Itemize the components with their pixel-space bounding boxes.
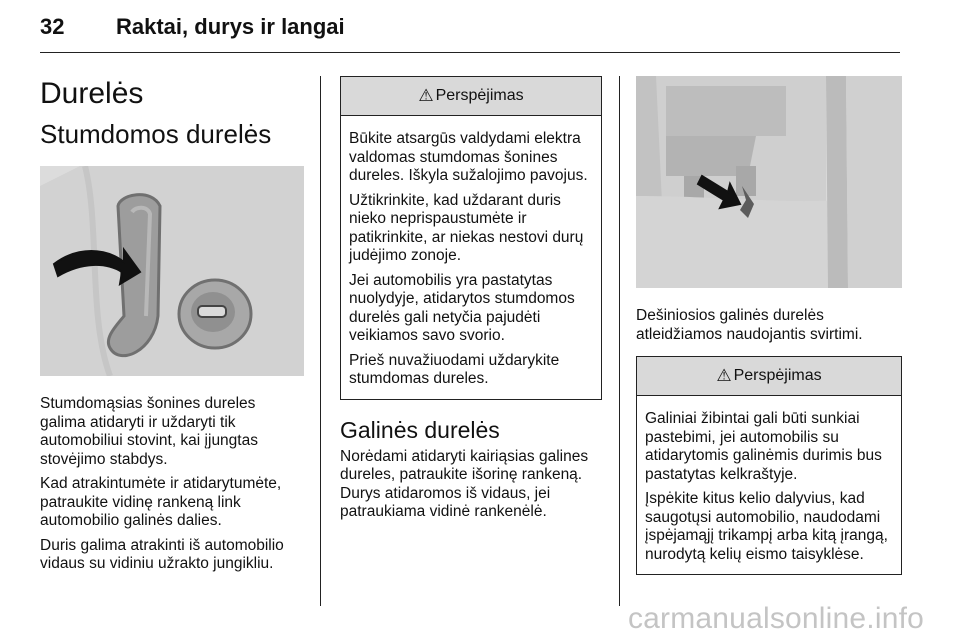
- page-number: 32: [40, 14, 65, 39]
- paragraph: Stumdomąsias šonines dureles galima atidaryti ir uždaryti tik automobiliui stovint, kai įjungtas stovėjimo stabdys.: [40, 395, 258, 468]
- warning-paragraph: Prieš nuvažiuodami uždarykite stumdomas dureles.: [349, 351, 560, 387]
- warning-header: [341, 77, 601, 116]
- warning-box: [340, 76, 602, 400]
- column-3: [636, 68, 902, 591]
- sliding-door-handle-illustration: [40, 166, 304, 376]
- warning-header: [637, 357, 901, 396]
- rear-door-lever-illustration: [636, 76, 902, 288]
- image-caption: Dešiniosios galinės durelės atleidžiamos naudojantis svirtimi.: [636, 307, 863, 343]
- column-rule-2: [619, 76, 620, 606]
- chapter-title: Raktai, durys ir langai: [116, 14, 345, 39]
- warning-paragraph: Būkite atsargūs valdydami elektra valdomas stumdomas šonines dureles. Iškyla sužalojimo pavojus.: [349, 130, 588, 184]
- warning-triangle-icon: ⚠: [418, 86, 434, 105]
- warning-paragraph: Galiniai žibintai gali būti sunkiai pastebimi, jei automobilis su atidarytomis galinėmis durimis bus pastatytas kelkraštyje.: [645, 410, 882, 483]
- warning-title: Perspėjimas: [733, 367, 822, 384]
- section-title: Durelės: [40, 77, 144, 110]
- column-rule-1: [320, 76, 321, 606]
- warning-triangle-icon: ⚠: [716, 366, 732, 385]
- warning-title: Perspėjimas: [435, 87, 524, 104]
- paragraph: Norėdami atidaryti kairiąsias galines dureles, patraukite išorinę rankeną. Durys atidaromos iš vidaus, jei patraukiama vidinė rankenėlė.: [340, 447, 589, 520]
- warning-body: [637, 396, 901, 574]
- column-1: [40, 68, 304, 580]
- paragraph: Duris galima atrakinti iš automobilio vidaus su vidiniu užrakto jungikliu.: [40, 536, 284, 572]
- watermark: carmanualsonline.info: [627, 602, 924, 635]
- warning-box: [636, 356, 902, 575]
- subsection-title: Stumdomos durelės: [40, 119, 272, 149]
- warning-paragraph: Užtikrinkite, kad uždarant duris nieko neprispaustumėte ir patikrinkite, ar niekas nestovi durų judėjimo zonoje.: [349, 191, 584, 264]
- paragraph: Kad atrakintumėte ir atidarytumėte, patraukite vidinę rankeną link automobilio galinės dalies.: [40, 475, 282, 529]
- warning-paragraph: Jei automobilis yra pastatytas nuolydyje, atidarytos stumdomos durelės gali netyčia pajudėti veikiamos savo svorio.: [349, 271, 575, 344]
- warning-paragraph: Įspėkite kitus kelio dalyvius, kad saugotųsi automobilio, naudodami įspėjamąjį trikampį arba kitą įrangą, nurodytą kelių eismo taisyklėse.: [645, 490, 888, 563]
- warning-body: [341, 116, 601, 399]
- column-2: [340, 76, 602, 528]
- page-header: [40, 14, 345, 40]
- subsection-title: Galinės durelės: [340, 416, 500, 443]
- header-rule: [40, 52, 900, 53]
